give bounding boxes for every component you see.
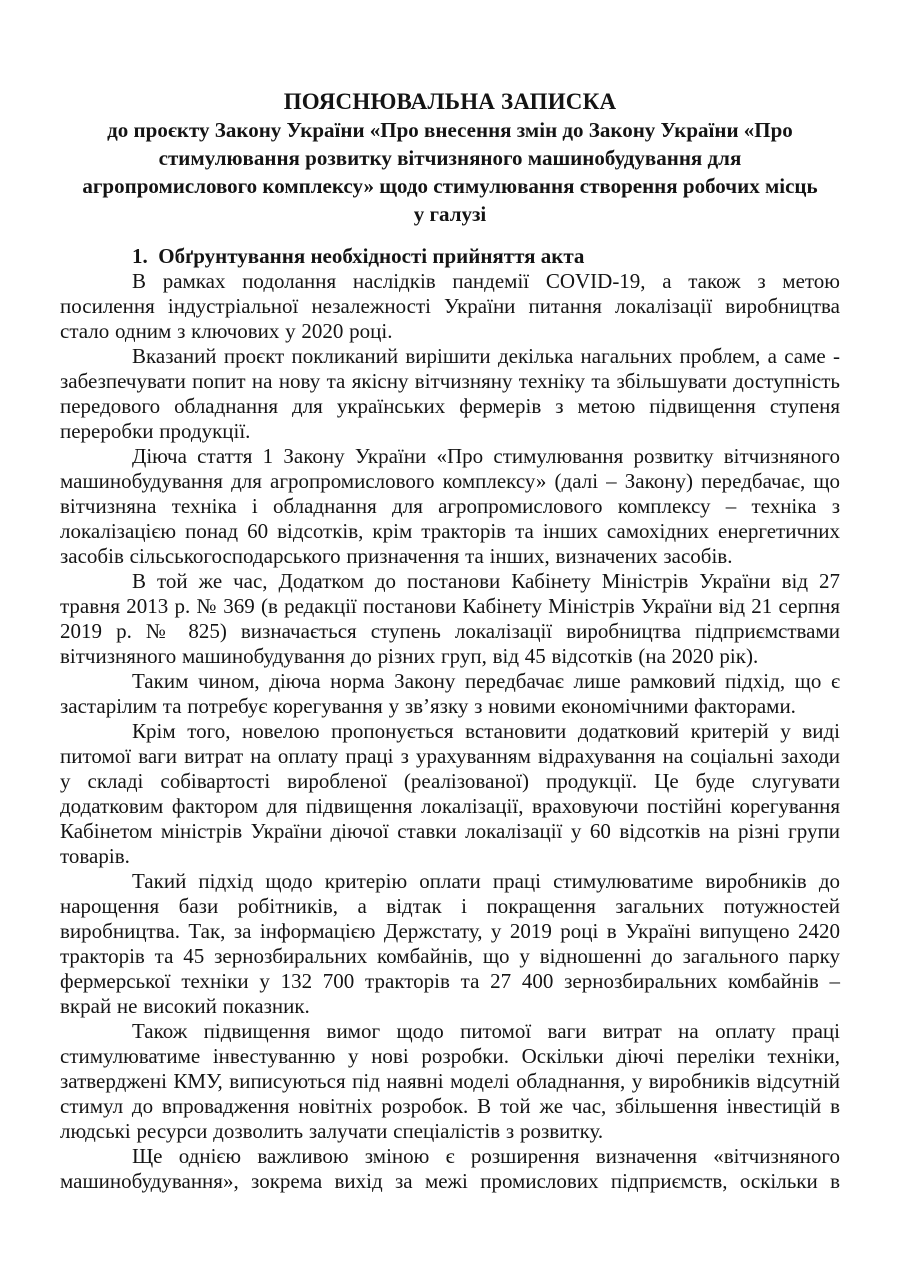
body-paragraph: Також підвищення вимог щодо питомої ваги витрат на оплату праці стимулюватиме інвестуванню у нові розробки. Оскільки діючі переліки техніки, затверджені КМУ, виписуються під наявні моделі обладнання, у виробників відсутній стимул до впровадження новітніх розробок. В той же час, збільшення інвестицій в людські ресурси дозволить залучати спеціалістів з розвитку. xyxy=(60,1019,840,1143)
section-heading: 1. Обґрунтування необхідності прийняття акта xyxy=(132,244,585,268)
body-paragraph: Діюча стаття 1 Закону України «Про стимулювання розвитку вітчизняного машинобудування для агропромислового комплексу» (далі – Закону) передбачає, що вітчизняна техніка і обладнання для агропромислового комплексу – техніка з локалізацією понад 60 відсотків, крім тракторів та інших самохідних енергетичних засобів сільськогосподарського призначення та інших, визначених засобів. xyxy=(60,444,840,568)
body-paragraph: Таким чином, діюча норма Закону передбачає лише рамковий підхід, що є застарілим та потребує корегування у зв’язку з новими економічними факторами. xyxy=(60,669,840,718)
document-subtitle xyxy=(60,116,840,228)
document-title: ПОЯСНЮВАЛЬНА ЗАПИСКА xyxy=(283,89,617,114)
body-paragraph: Вказаний проєкт покликаний вирішити декілька нагальних проблем, а саме - забезпечувати попит на нову та якісну вітчизняну техніку та збільшувати доступність передового обладнання для українських фермерів з метою підвищення ступеня переробки продукції. xyxy=(60,344,840,443)
subtitle-line: стимулювання розвитку вітчизняного машинобудування для xyxy=(158,146,742,170)
body-paragraph: Крім того, новелою пропонується встановити додатковий критерій у виді питомої ваги витрат на оплату праці з урахуванням відрахування на соціальні заходи у складі собівартості виробленої (реалізованої) продукції. Це буде слугувати додатковим фактором для підвищення локалізації, враховуючи постійні корегування Кабінетом міністрів України діючої ставки локалізації у 60 відсотків на різні групи товарів. xyxy=(60,719,840,868)
subtitle-line: до проєкту Закону України «Про внесення змін до Закону України «Про xyxy=(107,118,793,142)
body-paragraph: В той же час, Додатком до постанови Кабінету Міністрів України від 27 травня 2013 р. № 369 (в редакції постанови Кабінету Міністрів України від 21 серпня 2019 р. № 825) визначається ступень локалізації виробництва підприємствами вітчизняного машинобудування до різних груп, від 45 відсотків (на 2020 рік). xyxy=(60,569,840,668)
subtitle-line: у галузі xyxy=(413,202,487,226)
body-paragraph: Такий підхід щодо критерію оплати праці стимулюватиме виробників до нарощення бази робітників, а відтак і покращення загальних потужностей виробництва. Так, за інформацією Держстату, у 2019 році в Україні випущено 2420 тракторів та 45 зернозбиральних комбайнів, що у відношенні до загального парку фермерської техніки у 132 700 тракторів та 27 400 зернозбиральних комбайнів – вкрай не високий показник. xyxy=(60,869,840,1018)
subtitle-line: агропромислового комплексу» щодо стимулювання створення робочих місць xyxy=(82,174,818,198)
body-paragraph: Ще однією важливою зміною є розширення визначення «вітчизняного машинобудування», зокрема вихід за межі промислових підприємств, оскільки в xyxy=(60,1144,840,1193)
body-paragraph: В рамках подолання наслідків пандемії COVID-19, а також з метою посилення індустріальної незалежності України питання локалізації виробництва стало одним з ключових у 2020 році. xyxy=(60,269,840,343)
